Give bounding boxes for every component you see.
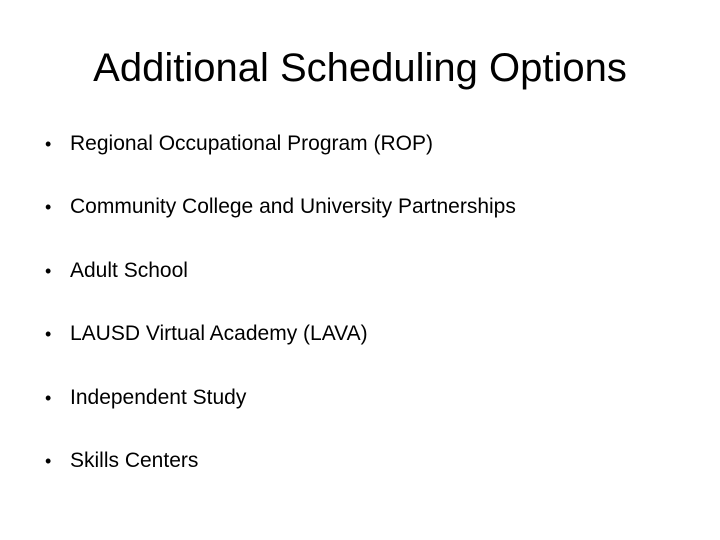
- slide-title: Additional Scheduling Options: [93, 46, 627, 90]
- list-item-text: Skills Centers: [70, 448, 199, 472]
- bullet-icon: •: [45, 197, 52, 218]
- bullet-icon: •: [45, 260, 52, 281]
- list-item-text: Community College and University Partnerships: [70, 195, 516, 219]
- bullet-icon: •: [45, 387, 52, 408]
- bullet-icon: •: [45, 324, 52, 345]
- bullet-icon: •: [45, 450, 52, 471]
- list-item-text: Adult School: [70, 258, 188, 282]
- bullet-icon: •: [45, 134, 52, 154]
- list-item-text: Independent Study: [70, 385, 247, 409]
- list-item-text: Regional Occupational Program (ROP): [70, 132, 433, 155]
- list-item-text: LAUSD Virtual Academy (LAVA): [70, 322, 368, 346]
